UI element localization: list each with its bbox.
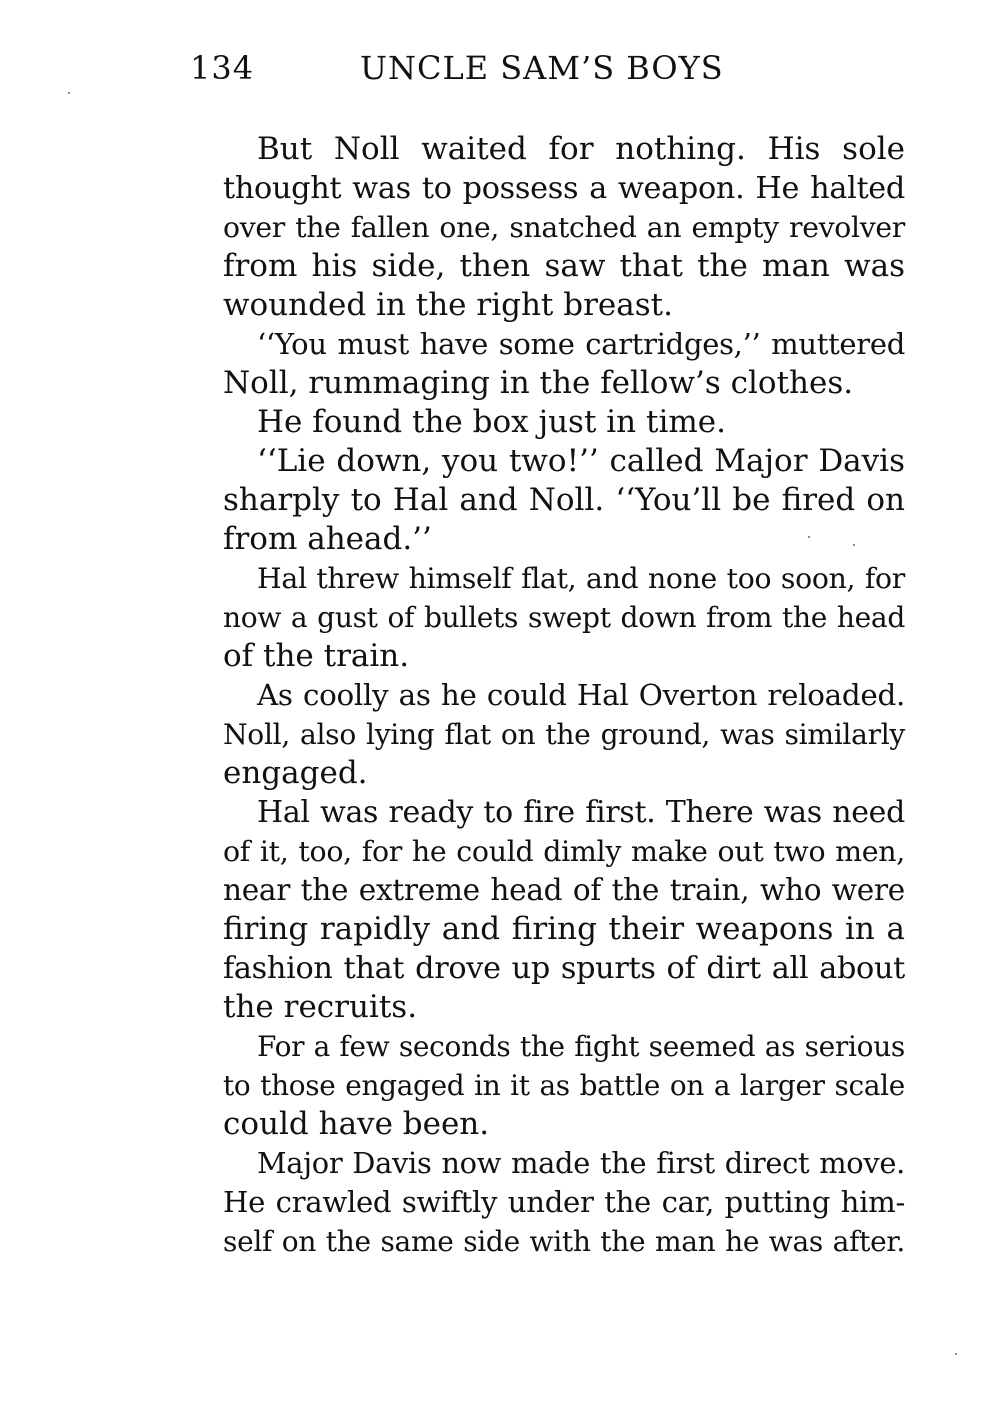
text-line: Hal threw himself flat, and none too soon, for bbox=[257, 562, 905, 595]
text-line: ‘‘Lie down, you two!’’ called Major Davis bbox=[257, 443, 905, 479]
paragraph bbox=[189, 442, 905, 559]
text-line: near the extreme head of the train, who were bbox=[223, 873, 905, 907]
text-line: sharply to Hal and Noll. ‘‘You’ll be fired on bbox=[223, 482, 905, 518]
text-line: Noll, rummaging in the fellow’s clothes. bbox=[223, 365, 854, 401]
text-line: now a gust of bullets swept down from the head bbox=[223, 601, 905, 634]
paragraph bbox=[189, 403, 905, 442]
paragraph bbox=[189, 325, 905, 403]
text-line: For a few seconds the fight seemed as serious bbox=[257, 1030, 905, 1063]
text-line: from ahead.’’ bbox=[223, 521, 432, 557]
scan-speck bbox=[68, 92, 70, 94]
text-line: to those engaged in it as battle on a larger scale bbox=[223, 1069, 905, 1102]
text-line: wounded in the right breast. bbox=[223, 287, 673, 323]
text-line: over the fallen one, snatched an empty revolver bbox=[223, 211, 905, 244]
text-line: from his side, then saw that the man was bbox=[223, 248, 905, 284]
text-line: He crawled swiftly under the car, putting him- bbox=[223, 1185, 905, 1219]
text-line: As coolly as he could Hal Overton reloaded. bbox=[257, 678, 905, 712]
text-line: could have been. bbox=[223, 1106, 490, 1142]
page-number: 134 bbox=[190, 49, 255, 87]
paragraph bbox=[189, 1144, 905, 1261]
text-line: fashion that drove up spurts of dirt all about bbox=[223, 951, 905, 986]
text-line: firing rapidly and firing their weapons in a bbox=[223, 911, 905, 947]
text-line: But Noll waited for nothing. His sole bbox=[257, 131, 905, 167]
text-line: engaged. bbox=[223, 755, 368, 791]
running-header bbox=[190, 46, 910, 90]
text-line: Noll, also lying flat on the ground, was similarly bbox=[223, 718, 905, 751]
text-line: thought was to possess a weapon. He halted bbox=[223, 171, 905, 206]
body-text bbox=[189, 130, 905, 1261]
text-line: He found the box just in time. bbox=[257, 404, 726, 440]
scan-speck bbox=[808, 536, 810, 538]
text-line: of it, too, for he could dimly make out two men, bbox=[223, 835, 905, 868]
paragraph bbox=[189, 1027, 905, 1144]
scan-speck bbox=[955, 1353, 957, 1355]
text-line: Hal was ready to fire first. There was need bbox=[257, 795, 905, 830]
text-line: self on the same side with the man he was after. bbox=[223, 1225, 905, 1258]
text-line: Major Davis now made the first direct move. bbox=[257, 1146, 905, 1180]
text-line: the recruits. bbox=[223, 989, 418, 1025]
paragraph bbox=[189, 793, 905, 1027]
text-line: ‘‘You must have some cartridges,’’ muttered bbox=[257, 327, 905, 361]
paragraph bbox=[189, 559, 905, 676]
paragraph bbox=[189, 130, 905, 325]
text-line: of the train. bbox=[223, 638, 410, 674]
paragraph bbox=[189, 676, 905, 793]
scan-speck bbox=[853, 544, 855, 546]
running-title: UNCLE SAM’S BOYS bbox=[360, 49, 724, 87]
